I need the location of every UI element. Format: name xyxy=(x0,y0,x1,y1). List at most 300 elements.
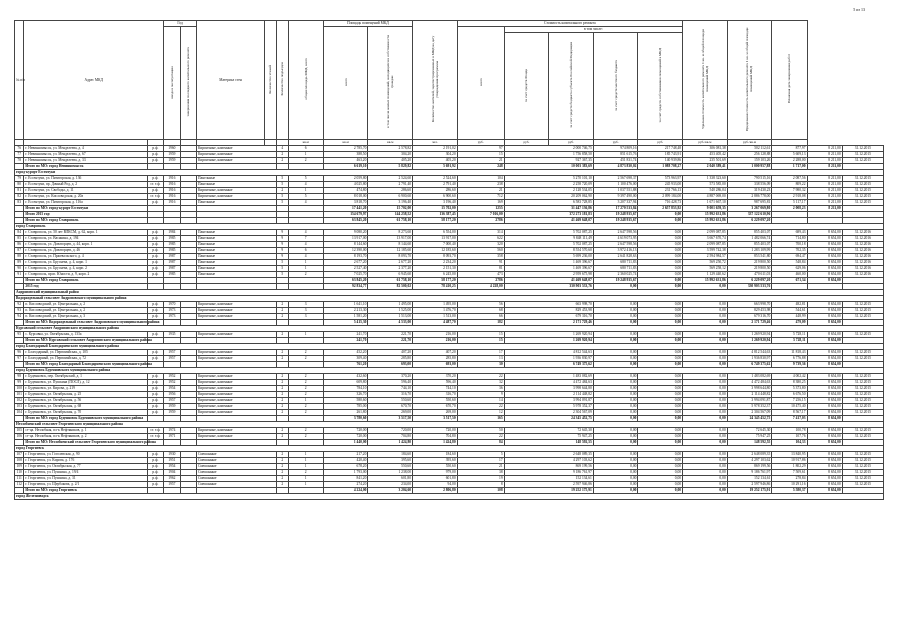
table-cell: 286,60 xyxy=(368,188,413,194)
table-cell: 1 483 082,69 xyxy=(504,374,593,380)
table-cell: 0,00 xyxy=(638,218,683,224)
table-cell: 31.12.2016 xyxy=(842,260,883,266)
table-cell: 337 122 610,96 xyxy=(727,212,772,218)
table-cell: 4 xyxy=(276,146,288,152)
table-cell: 80 xyxy=(15,182,24,188)
table-cell: 2786 xyxy=(457,278,504,284)
table-cell: 0,00 xyxy=(593,374,638,380)
table-cell: 2 648 089,35 xyxy=(727,452,772,458)
table-cell: 405,20 xyxy=(368,158,413,164)
table-cell: 8 211,00 xyxy=(807,182,842,188)
header-year-overhaul xyxy=(180,27,196,140)
table-cell: 58 177,20 xyxy=(413,218,458,224)
table-cell: 108 xyxy=(16,458,22,462)
table-cell: 31.12.2015 xyxy=(842,470,883,476)
table-cell: 12 390,00 xyxy=(323,248,368,254)
table-cell: р.ф. xyxy=(147,392,163,398)
table-cell: 4 812 544,63 xyxy=(727,350,772,356)
table-cell: п. Кисловодский, ул. Центральная, д. 2 xyxy=(24,308,147,314)
table-cell: 370,20 xyxy=(413,374,458,380)
table-cell: 0,00 xyxy=(638,242,683,248)
table-cell: 540 286,04 xyxy=(683,188,728,194)
table-cell: 0,00 xyxy=(593,458,638,464)
table-cell: 3 667 670,74 xyxy=(683,236,728,242)
table-cell: 2 171 729,46 xyxy=(504,320,593,326)
table-cell: 1962 xyxy=(164,476,180,482)
table-cell: 0,00 xyxy=(593,362,638,368)
table-cell: Панельные xyxy=(197,272,277,278)
table-cell: 550,60 xyxy=(413,398,458,404)
table-cell: 0,00 xyxy=(638,314,683,320)
table-cell: р.ф. xyxy=(147,458,163,464)
table-cell: 109 xyxy=(16,464,22,468)
table-cell: 693,00 xyxy=(413,362,458,368)
table-cell: 2 xyxy=(276,458,288,464)
table-cell: 1 088 708,27 xyxy=(638,164,683,170)
total-row xyxy=(15,320,884,326)
header-no: № п/п xyxy=(15,21,24,140)
table-cell: 304,20 xyxy=(368,152,413,158)
table-cell: 0,00 xyxy=(638,464,683,470)
table-cell: 31.12.2015 xyxy=(842,146,883,152)
table-cell: 1 424,80 xyxy=(368,440,413,446)
table-cell: 31.12.2015 xyxy=(842,428,883,434)
table-cell: г. Ессентуки, ул. Пятигорская, д. 136 xyxy=(24,176,147,182)
table-cell: 22 xyxy=(457,374,504,380)
table-cell: Кирпичные, каменные xyxy=(197,374,277,380)
table-cell: 21 xyxy=(457,464,504,470)
table-cell: 2 xyxy=(288,374,323,380)
table-cell: 550,60 xyxy=(413,464,458,470)
table-cell: 2 xyxy=(288,356,323,362)
table-cell: 0,00 xyxy=(638,392,683,398)
table-cell: 548,84 xyxy=(772,260,807,266)
table-cell: р.ф. xyxy=(147,188,163,194)
table-cell: 2 099 087,85 xyxy=(683,230,728,236)
table-cell: 1974 xyxy=(164,428,180,434)
table-cell: 0,00 xyxy=(593,398,638,404)
table-cell: 0,00 xyxy=(593,440,638,446)
unit-cell: руб./кв.м xyxy=(683,140,728,146)
table-cell: 86 xyxy=(15,242,24,248)
table-cell: 2 114 448,82 xyxy=(504,392,593,398)
table-cell: 31.12.2016 xyxy=(842,266,883,272)
table-cell: 5 xyxy=(276,260,288,266)
table-cell: 869 199,56 xyxy=(504,464,593,470)
table-cell: 2 258 720,09 xyxy=(504,182,593,188)
header-limit-cost xyxy=(727,21,772,140)
table-cell: 8 193,70 xyxy=(323,254,368,260)
table-cell: 221,70 xyxy=(368,338,413,344)
table-cell: 0,00 xyxy=(638,452,683,458)
table-cell: 8 273,60 xyxy=(368,230,413,236)
table-cell: 1 xyxy=(288,152,323,158)
table-cell: 217 748,48 xyxy=(638,146,683,152)
table-cell: 720,00 xyxy=(368,428,413,434)
table-cell: 1959 xyxy=(164,152,180,158)
table-cell: 8 093,70 xyxy=(413,254,458,260)
table-cell: 0,00 xyxy=(638,320,683,326)
table-cell: ст-ца. Незлобная, пл-к Нефтяников, д. 2 xyxy=(24,434,147,440)
table-cell: 2 288,00 xyxy=(772,158,807,164)
table-cell: 136 387,45 xyxy=(413,212,458,218)
table-cell: 5 580,37 xyxy=(772,488,807,494)
table-cell: 41 469 648,07 xyxy=(504,278,593,284)
table-cell: 1973 xyxy=(164,314,180,320)
table-cell: 8 654,00 xyxy=(807,278,842,284)
table-cell: 2 xyxy=(288,350,323,356)
table-cell: Кирпичные, каменные xyxy=(197,332,277,338)
table-cell: 4 472 484,63 xyxy=(727,380,772,386)
table-cell: 0,00 xyxy=(638,284,683,290)
table-cell: 68 xyxy=(457,308,504,314)
table-cell: 5 691,92 xyxy=(413,164,458,170)
table-cell: 6 945,60 xyxy=(368,272,413,278)
table-cell: р.ф. xyxy=(147,236,163,242)
table-cell: р.ф. xyxy=(147,476,163,482)
table-cell: 2 594 984,57 xyxy=(683,254,728,260)
table-cell: 231 766,13 xyxy=(638,188,683,194)
table-cell: 13 917,00 xyxy=(413,236,458,242)
table-cell: 2 xyxy=(276,314,288,320)
table-cell: 473 xyxy=(457,272,504,278)
table-cell: 0,00 xyxy=(638,416,683,422)
table-cell: р.ф. xyxy=(147,404,163,410)
header-year: Год xyxy=(164,21,197,27)
table-cell: 855 403,07 xyxy=(727,242,772,248)
table-cell: 104 xyxy=(16,410,22,414)
table-cell: 8 654,00 xyxy=(807,266,842,272)
table-cell: 63 845,20 xyxy=(323,278,368,284)
table-cell: 1 469 396,67 xyxy=(504,266,593,272)
table-cell: 700,18 xyxy=(772,242,807,248)
table-cell: 0,00 xyxy=(638,278,683,284)
header-total-area xyxy=(288,21,323,140)
table-cell: Панельные xyxy=(197,200,277,206)
table-cell: 0,00 xyxy=(593,302,638,308)
total-row xyxy=(15,362,884,368)
header-area-total xyxy=(323,27,368,140)
table-cell: 316,70 xyxy=(413,392,458,398)
table-cell: 4 887 069,00 xyxy=(683,194,728,200)
table-cell: 1 269 920,94 xyxy=(727,338,772,344)
table-cell: 3 972 416,13 xyxy=(593,248,638,254)
header-year-commission-text: ввода в эксплуатацию xyxy=(169,65,174,99)
table-cell: 6 245,00 xyxy=(413,272,458,278)
table-cell: р.ф. xyxy=(147,386,163,392)
table-cell: 3 xyxy=(288,314,323,320)
table-cell: 31.12.2016 xyxy=(842,242,883,248)
table-cell: 1 xyxy=(288,266,323,272)
table-cell: 1970 xyxy=(164,302,180,308)
table-cell: 2 114 448,82 xyxy=(727,392,772,398)
table-cell: 320 xyxy=(457,242,504,248)
table-cell: 0,00 xyxy=(593,380,638,386)
table-cell: 314 xyxy=(457,230,504,236)
table-cell: 790 515,16 xyxy=(727,176,772,182)
table-cell: 680 711,83 xyxy=(593,266,638,272)
table-cell: Панельные xyxy=(197,242,277,248)
table-cell: 8 211,00 xyxy=(807,200,842,206)
table-cell: 96 xyxy=(15,350,24,356)
header-floors xyxy=(265,21,277,140)
table-cell: 9 xyxy=(276,236,288,242)
table-cell: 694,47 xyxy=(772,254,807,260)
table-cell: 1 513,00 xyxy=(413,314,458,320)
table-cell: 274,20 xyxy=(323,482,368,488)
table-cell: 0,00 xyxy=(683,332,728,338)
table-cell: 20 209 062,90 xyxy=(504,194,593,200)
table-cell: 24 345 452,75 xyxy=(727,416,772,422)
table-cell: 12 xyxy=(457,410,504,416)
table-cell: 31.12.2015 xyxy=(842,398,883,404)
table-cell: 8 654,00 xyxy=(807,236,842,242)
table-cell: 0,00 xyxy=(638,404,683,410)
table-cell: 17 441,20 xyxy=(323,206,368,212)
table-cell: 3 998 644,80 xyxy=(504,386,593,392)
table-cell: 2 647 598,56 xyxy=(593,230,638,236)
table-cell: 0,00 xyxy=(638,470,683,476)
table-cell: 234,00 xyxy=(368,482,413,488)
table-cell: 6 619,10 xyxy=(323,164,368,170)
table-cell: 2 xyxy=(276,308,288,314)
table-cell: 8 144,60 xyxy=(323,242,368,248)
table-cell: 2 099 184,00 xyxy=(638,194,683,200)
table-cell: 0,00 xyxy=(638,272,683,278)
table-cell: 663 998,70 xyxy=(504,302,593,308)
table-cell: 2 xyxy=(276,464,288,470)
table-cell: 2 785,70 xyxy=(323,146,368,152)
table-cell: 15 xyxy=(457,332,504,338)
table-cell: 0,00 xyxy=(593,470,638,476)
table-cell: 479,09 xyxy=(772,320,807,326)
table-cell: 90 xyxy=(15,266,24,272)
table-cell: р.ф. xyxy=(147,302,163,308)
table-cell: 395,60 xyxy=(413,458,458,464)
table-cell: 105 xyxy=(16,428,22,432)
table-cell: 81 xyxy=(457,266,504,272)
table-cell: 11 818,43 xyxy=(772,350,807,356)
table-cell: 8 654,00 xyxy=(807,242,842,248)
table-cell: 8 211,00 xyxy=(807,146,842,152)
table-cell: 99 xyxy=(15,380,24,386)
table-cell: 8 654,00 xyxy=(807,272,842,278)
table-cell: 0,00 xyxy=(638,302,683,308)
table-cell: 19 xyxy=(457,476,504,482)
section-title: Курсавский сельсовет Андроповского муниципального района xyxy=(15,326,884,332)
table-cell: г. Георгиевск, ул. Гоголевская, д. 90 xyxy=(24,452,147,458)
table-cell: 680 711,83 xyxy=(593,260,638,266)
table-cell: 93 xyxy=(15,308,24,314)
table-cell: р.ф. xyxy=(147,314,163,320)
table-cell: 261,80 xyxy=(323,410,368,416)
table-cell: 2 xyxy=(288,404,323,410)
table-cell: 2 641 828,63 xyxy=(593,254,638,260)
table-cell: 10 475,40 xyxy=(772,404,807,410)
table-cell: 56 xyxy=(457,302,504,308)
table-cell: 9 186 761,97 xyxy=(727,470,772,476)
table-cell: 31.12.2015 xyxy=(842,410,883,416)
table-cell: Итого 2015 год: xyxy=(24,212,147,218)
table-cell: 2 360 025,74 xyxy=(593,272,638,278)
table-cell: 159 103,26 xyxy=(727,158,772,164)
table-cell: 1916 xyxy=(164,182,180,188)
table-cell: 219 800,50 xyxy=(727,260,772,266)
table-cell: 83 xyxy=(15,200,24,206)
table-cell: ст. т.ф. xyxy=(147,434,163,440)
table-cell: 38 xyxy=(457,470,504,476)
table-cell: 7 980,32 xyxy=(772,188,807,194)
table-cell: 702,35 xyxy=(772,248,807,254)
table-cell: 3 994 091,87 xyxy=(727,398,772,404)
table-cell: Смешанные xyxy=(197,482,277,488)
table-cell: 1 xyxy=(288,188,323,194)
table-cell: 0,00 xyxy=(593,404,638,410)
table-cell: 853 541,80 xyxy=(727,254,772,260)
table-cell: 5 978 352,37 xyxy=(504,404,593,410)
table-cell: 6 676,50 xyxy=(772,392,807,398)
table-cell: 8 654,00 xyxy=(807,410,842,416)
table-cell: 714,80 xyxy=(772,236,807,242)
table-cell: 31.12.2015 xyxy=(842,302,883,308)
table-cell: 4 xyxy=(288,200,323,206)
table-cell: 1957 xyxy=(164,350,180,356)
table-cell: 5 609,13 xyxy=(772,152,807,158)
table-cell: 0,00 xyxy=(683,428,728,434)
table-cell: г. Невинномысск, ул. Менделеева, д. 4 xyxy=(24,146,147,152)
table-cell: 1960 xyxy=(164,146,180,152)
table-cell: р.ф. xyxy=(147,242,163,248)
table-cell: 8 654,00 xyxy=(807,428,842,434)
table-cell: 9 397 490,00 xyxy=(593,194,638,200)
table-cell: 31.12.2015 xyxy=(842,452,883,458)
table-cell: 987 695,81 xyxy=(727,200,772,206)
table-cell: 678,20 xyxy=(323,464,368,470)
table-cell: 1 129 440,62 xyxy=(683,272,728,278)
table-cell: 4 xyxy=(288,254,323,260)
table-cell: 2 886 778,00 xyxy=(727,194,772,200)
table-cell: 8 654,00 xyxy=(807,350,842,356)
table-cell: 76 xyxy=(15,146,24,152)
table-cell: 31.12.2016 xyxy=(842,230,883,236)
table-cell: 31.12.2015 xyxy=(842,200,883,206)
table-cell: 1 671 667,10 xyxy=(683,200,728,206)
section-title: город Железноводск xyxy=(15,494,884,500)
table-cell: 104 xyxy=(457,176,504,182)
header-cost-fund-text: за счет средств Фонда xyxy=(524,68,529,102)
table-cell: 88 xyxy=(15,254,24,260)
table-cell: 2 xyxy=(288,434,323,440)
table-cell: 81 xyxy=(15,188,24,194)
table-cell: р.ф. xyxy=(147,470,163,476)
table-cell: 6 583 728,85 xyxy=(504,200,593,206)
table-cell: 78 410,25 xyxy=(413,284,458,290)
table-cell: 0,00 xyxy=(683,362,728,368)
table-cell: 1 037 551,88 xyxy=(593,188,638,194)
table-cell: 1 xyxy=(288,452,323,458)
table-cell: 1985 xyxy=(164,248,180,254)
table-cell: 112 xyxy=(15,482,24,488)
table-cell: 5 xyxy=(457,452,504,458)
table-cell: 6 749 375,62 xyxy=(504,362,593,368)
table-cell: ст-ца. Незлобная, пл-к Нефтяников, д. 1 xyxy=(24,428,147,434)
table-cell: 420,40 xyxy=(323,458,368,464)
table-cell: 8 654,00 xyxy=(807,362,842,368)
table-cell: 0,00 xyxy=(638,254,683,260)
table-cell: 8 654,00 xyxy=(807,392,842,398)
table-cell: 31.12.2015 xyxy=(842,188,883,194)
table-cell: 7 509,61 xyxy=(772,470,807,476)
table-cell: 0,00 xyxy=(638,458,683,464)
table-cell: 1255 xyxy=(457,206,504,212)
table-cell: р.ф. xyxy=(147,158,163,164)
table-cell: 32 xyxy=(457,380,504,386)
table-cell: 388,50 xyxy=(323,152,368,158)
table-cell: 75 947,25 xyxy=(727,434,772,440)
table-cell: 0,00 xyxy=(683,440,728,446)
table-cell: р.ф. xyxy=(147,410,163,416)
table-cell: 1 000 957,88 xyxy=(727,164,772,170)
table-cell: 1 476,70 xyxy=(413,308,458,314)
table-cell: 3 517,50 xyxy=(413,416,458,422)
table-cell: 13 840,95 xyxy=(772,452,807,458)
table-cell: г. Ессентуки, пр. Дачный Род, д. 2 xyxy=(24,182,147,188)
table-cell: 0,00 xyxy=(638,440,683,446)
header-deadline-text: Плановая дата завершения работ xyxy=(787,54,792,104)
table-header xyxy=(15,21,884,146)
table-cell: 256 128,88 xyxy=(727,152,772,158)
table-cell: 152 134,61 xyxy=(727,476,772,482)
table-cell: 3 998 644,80 xyxy=(727,386,772,392)
table-cell: 2 008,23 xyxy=(772,206,807,212)
table-cell: г. Ставрополь, ул. Доваторцев, д. 46 xyxy=(24,248,147,254)
table-cell: 1959 xyxy=(164,158,180,164)
table-cell: 8 211,00 xyxy=(807,164,842,170)
table-cell: 601,80 xyxy=(413,476,458,482)
table-cell: 2 xyxy=(276,188,288,194)
table-cell: 0,00 xyxy=(638,434,683,440)
table-cell: Смешанные xyxy=(197,470,277,476)
table-cell: 5 117,17 xyxy=(772,200,807,206)
header-entrances-text: Количество подъездов xyxy=(280,62,285,96)
table-cell: 100,78 xyxy=(772,428,807,434)
table-cell: 15 992 631,86 xyxy=(683,212,728,218)
table-cell: Смешанные xyxy=(197,458,277,464)
table-cell: 0,00 xyxy=(683,356,728,362)
table-cell: 111 xyxy=(15,476,24,482)
table-cell: 0,00 xyxy=(683,338,728,344)
document-body xyxy=(14,20,884,500)
table-cell: 31.12.2015 xyxy=(842,482,883,488)
unit-cell: руб. xyxy=(638,140,683,146)
table-cell: 140 939,86 xyxy=(638,158,683,164)
table-cell: 0,00 xyxy=(683,470,728,476)
header-area-residential xyxy=(368,27,413,140)
header-total-area-text: общая площадь МКД, всего xyxy=(303,58,308,100)
table-cell: Панельные xyxy=(197,230,277,236)
housing-table xyxy=(14,20,884,500)
table-cell: 1 793,00 xyxy=(323,470,368,476)
table-cell: 13 xyxy=(457,356,504,362)
table-cell: 1987 xyxy=(164,260,180,266)
table-cell: 0,00 xyxy=(593,332,638,338)
table-cell: 31.12.2015 xyxy=(842,476,883,482)
header-cost-total-text: всего xyxy=(478,78,483,86)
table-cell: 8 093,70 xyxy=(368,254,413,260)
table-cell: 4 228,00 xyxy=(457,284,504,290)
table-cell: Панельные xyxy=(197,266,277,272)
table-cell: 2 xyxy=(276,302,288,308)
